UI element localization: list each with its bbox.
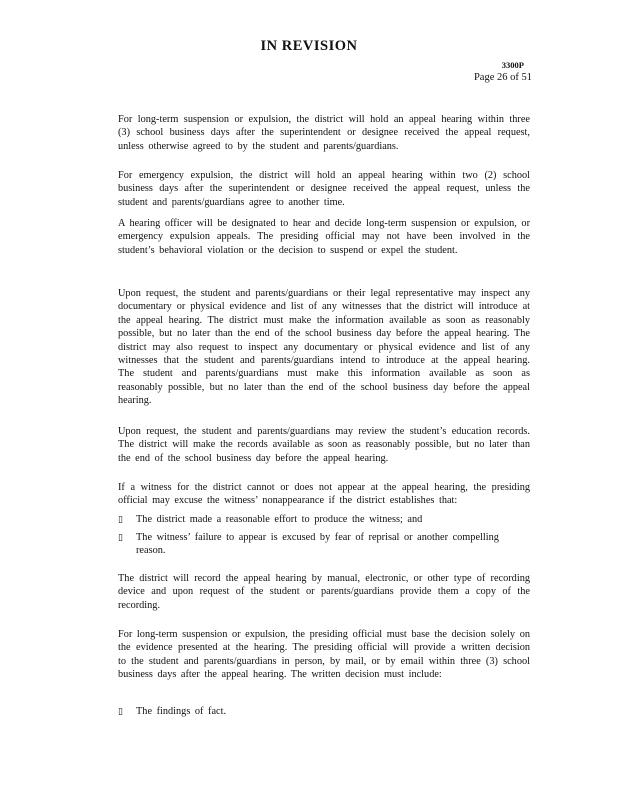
bullet-text: The district made a reasonable effort to produce the witness; and — [136, 514, 423, 525]
paragraph-text: Upon request, the student and parents/guardians or their legal representative may inspect any documentary or physical evidence and list of any witnesses that the district will introduce at the appeal hearing. The district must make the information available as soon as reasonably possible, but no later than the end of the school business day before the appeal hearing. The district may also request to inspect any documentary or physical evidence and list of any witnesses that the student and parents/guardians intend to introduce at the appeal hearing. The student and parents/guardians must make this information available as soon as reasonably possible, but no later than the end of the school business day before the appeal hearing. — [118, 288, 530, 407]
bullet-text: The findings of fact. — [136, 706, 227, 717]
paragraph-emergency-appeal — [118, 169, 530, 209]
paragraph-written-decision — [118, 628, 530, 682]
paragraph-text: For emergency expulsion, the district will hold an appeal hearing within two (2) school business days after the superintendent or designee received the appeal request, unless the student and parents/guardians agree to another time. — [118, 170, 530, 208]
bullet-item-findings-of-fact — [118, 705, 530, 718]
paragraph-text: A hearing officer will be designated to hear and decide long-term suspension or expulsion, or emergency expulsion appeals. The presiding official may not have been involved in the student’s behavioral violation or the decision to suspend or expel the student. — [118, 218, 530, 256]
bullet-item-failure-excused — [118, 531, 530, 558]
bullet-item-reasonable-effort — [118, 513, 530, 526]
paragraph-text: For long-term suspension or expulsion, the presiding official must base the decision solely on the evidence presented at the hearing. The presiding official will provide a written decision to the student and parents/guardians in person, by mail, or by email within three (3) school business days after the appeal hearing. The written decision must include: — [118, 629, 530, 681]
page-title: IN REVISION — [260, 38, 358, 54]
paragraph-recording — [118, 572, 530, 612]
paragraph-text: If a witness for the district cannot or does not appear at the appeal hearing, the presiding official may excuse the witness’ nonappearance if the district establishes that: — [118, 482, 530, 507]
bullet-icon: ▯ — [118, 532, 123, 542]
page-number: Page 26 of 51 — [473, 72, 532, 83]
bullet-icon: ▯ — [118, 514, 123, 524]
paragraph-hearing-officer — [118, 217, 530, 257]
policy-code: 3300P — [501, 60, 524, 70]
bullet-icon: ▯ — [118, 706, 123, 716]
paragraph-evidence-inspection — [118, 287, 530, 408]
paragraph-text: For long-term suspension or expulsion, the district will hold an appeal hearing within three (3) school business days after the superintendent or designee received the appeal request, unless otherwise agreed to by the student and parents/guardians. — [118, 114, 530, 152]
paragraph-text: The district will record the appeal hearing by manual, electronic, or other type of recording device and upon request of the student or parents/guardians provide them a copy of the recording. — [118, 573, 530, 611]
paragraph-witness — [118, 481, 530, 508]
paragraph-text: Upon request, the student and parents/guardians may review the student’s education records. The district will make the records available as soon as reasonably possible, but no later than the end of the school business day before the appeal hearing. — [118, 426, 530, 464]
paragraph-education-records — [118, 425, 530, 465]
bullet-text: The witness’ failure to appear is excused by fear of reprisal or another compelling reason. — [136, 532, 499, 557]
paragraph-long-term-appeal — [118, 113, 530, 153]
